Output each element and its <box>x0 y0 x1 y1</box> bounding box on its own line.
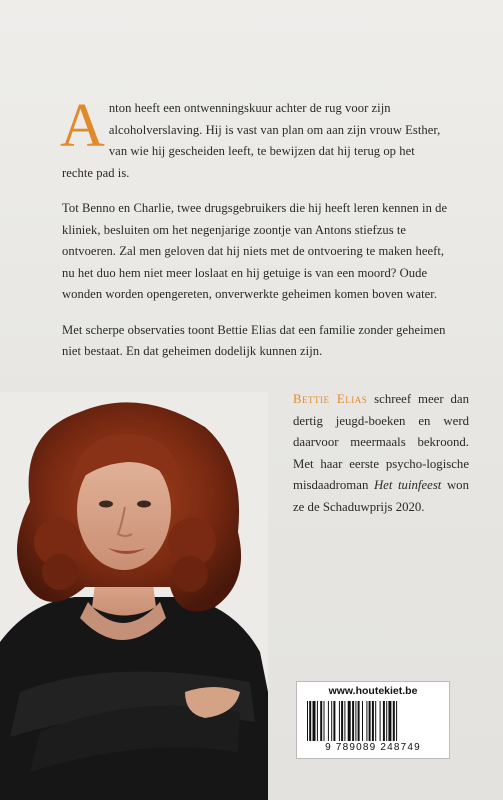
isbn-number: 9 789089 248749 <box>325 742 421 753</box>
blurb-paragraph-1-text: nton heeft een ontwenningskuur achter de rug voor zijn alcoholverslaving. Hij is vast van plan om aan zijn vrouw Esther, van wie hij gescheiden leeft, te bewijzen dat hij terug op het rechte pad is. <box>62 101 441 180</box>
author-photo <box>0 392 268 800</box>
author-name: Bettie Elias <box>293 392 368 406</box>
barcode-icon <box>305 701 441 741</box>
bio-text-1: schreef meer dan dertig jeugd-boeken en werd daarvoor meermaals bekroond. Met haar eerste psycho-logische misdaadroman <box>293 392 470 493</box>
bio-text-2: won ze de Schaduwprijs 2020. <box>293 478 469 514</box>
blurb <box>60 92 448 377</box>
author-bio <box>293 389 469 519</box>
blurb-paragraph-2: Tot Benno en Charlie, twee drugsgebruikers die hij heeft leren kennen in de kliniek, besluiten om het negenjarige zoontje van Antons stiefzus te ontvoeren. Zal men geloven dat hij niets met de ontvoering te maken heeft, nu het duo hem niet meer loslaat en hij getuige is van een moord? Oude wonden worden opengereten, onverwerkte geheimen komen boven water. <box>62 201 448 301</box>
blurb-paragraph-3: Met scherpe observaties toont Bettie Elias dat een familie zonder geheimen niet bestaat. En dat geheimen dodelijk kunnen zijn. <box>62 322 446 358</box>
drop-cap: A <box>60 92 105 160</box>
blurb-paragraph-1 <box>60 92 448 184</box>
barcode-box <box>296 681 450 759</box>
book-title: Het tuinfeest <box>373 478 442 493</box>
publisher-url: www.houtekiet.be <box>328 685 418 697</box>
